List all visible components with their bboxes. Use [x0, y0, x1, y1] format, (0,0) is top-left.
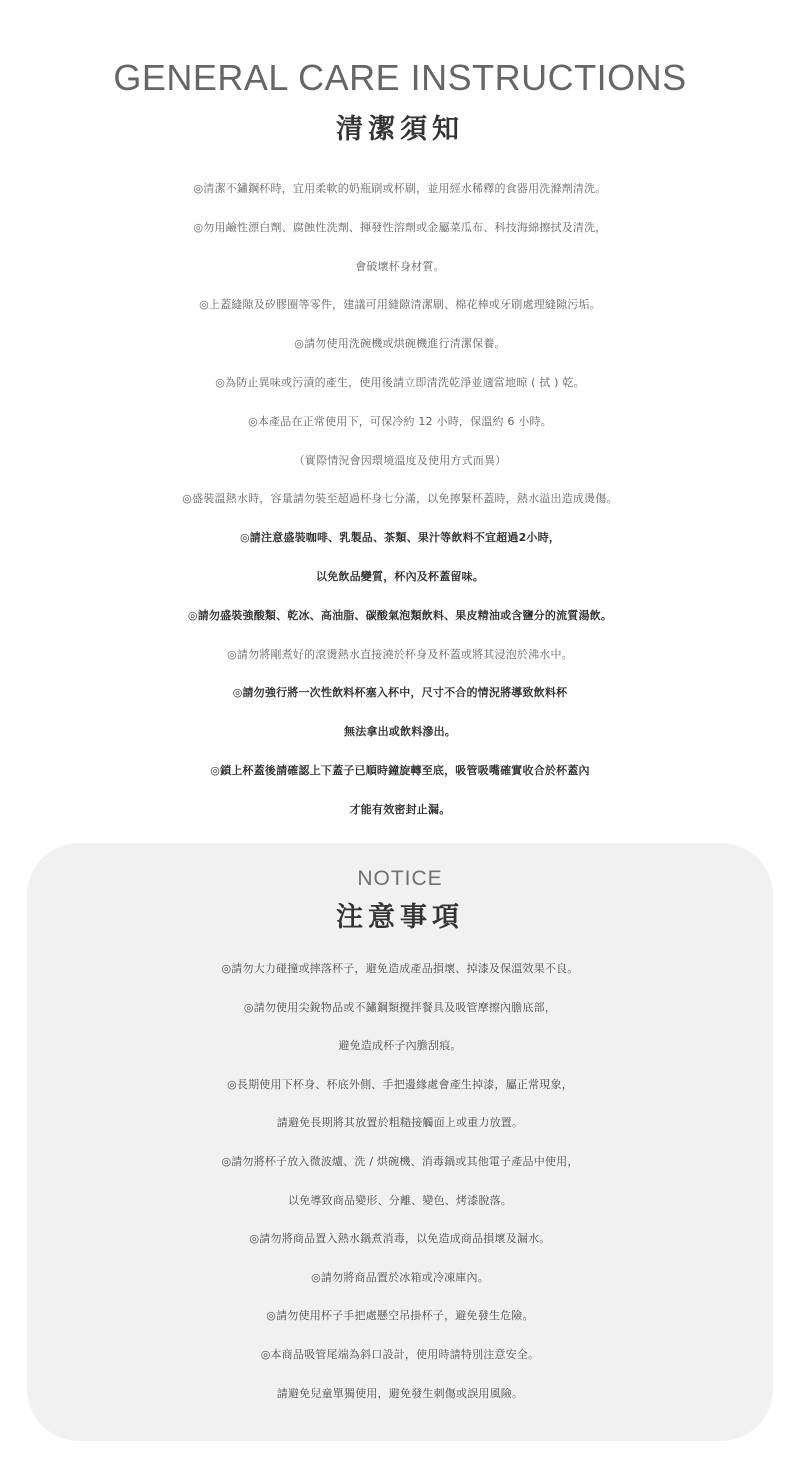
- care-instruction-line: ◎本產品在正常使用下，可保冷約 12 小時，保溫約 6 小時。: [248, 414, 552, 428]
- care-instruction-line: ◎勿用鹼性漂白劑、腐蝕性洗劑、揮發性溶劑或金屬菜瓜布、科技海綿擦拭及清洗，: [193, 220, 607, 234]
- notice-line: ◎請勿將杯子放入微波爐、洗 / 烘碗機、消毒鍋或其他電子產品中使用，: [221, 1154, 579, 1168]
- notice-line: ◎請勿大力碰撞或摔落杯子，避免造成產品損壞、掉漆及保溫效果不良。: [221, 962, 579, 975]
- notice-line: ◎請勿將商品置於冰箱或冷凍庫內。: [311, 1270, 489, 1284]
- care-instruction-list: [0, 170, 800, 830]
- notice-list: [0, 950, 800, 1413]
- care-instruction-line: ◎盛裝溫熱水時，容量請勿裝至超過杯身七分滿，以免擰緊杯蓋時，熱水溢出造成燙傷。: [182, 492, 618, 506]
- notice-line: ◎請勿將商品置入熱水鍋煮消毒，以免造成商品損壞及漏水。: [249, 1232, 551, 1246]
- care-instruction-line: ◎上蓋縫隙及矽膠圈等零件，建議可用縫隙清潔刷、棉花棒或牙刷處理縫隙污垢。: [199, 298, 601, 312]
- care-instruction-line: ◎請勿使用洗碗機或烘碗機進行清潔保養。: [294, 337, 506, 351]
- care-instruction-line: ◎請勿盛裝強酸類、乾冰、高油脂、碳酸氣泡類飲料、果皮精油或含鹽分的流質湯飲。: [187, 608, 613, 622]
- notice-title-en: NOTICE: [357, 867, 443, 890]
- care-title-en: GENERAL CARE INSTRUCTIONS: [113, 57, 687, 98]
- care-instruction-line: ◎請勿強行將一次性飲料杯塞入杯中，尺寸不合的情況將導致飲料杯: [232, 686, 568, 700]
- care-instruction-line: ◎為防止異味或污漬的產生，使用後請立即清洗乾淨並適當地晾 ( 拭 ) 乾。: [215, 375, 585, 389]
- care-instruction-line: （實際情況會因環境溫度及使用方式而異）: [293, 453, 507, 467]
- care-instruction-line: ◎請勿將剛煮好的滾燙熱水直接澆於杯身及杯蓋或將其浸泡於沸水中。: [227, 647, 573, 661]
- care-instruction-line: 無法拿出或飲料滲出。: [344, 725, 456, 739]
- care-instruction-line: ◎請注意盛裝咖啡、乳製品、茶類、果汁等飲料不宜超過2小時，: [239, 531, 561, 545]
- notice-line: 請避免長期將其放置於粗糙接觸面上或重力放置。: [276, 1116, 524, 1130]
- care-instruction-line: 會破壞杯身材質。: [355, 259, 445, 273]
- notice-line: ◎請勿使用尖銳物品或不鏽鋼類攪拌餐具及吸管摩擦內膽底部，: [243, 1000, 557, 1014]
- care-instruction-line: 才能有效密封止漏。: [349, 802, 451, 816]
- notice-title-zh: 注意事項: [336, 902, 464, 933]
- notice-line: ◎本商品吸管尾端為斜口設計，使用時請特別注意安全。: [260, 1347, 540, 1361]
- notice-line: 請避免兒童單獨使用，避免發生刺傷或誤用風險。: [276, 1386, 524, 1400]
- notice-line: ◎長期使用下杯身、杯底外側、手把邊緣處會產生掉漆，屬正常現象，: [227, 1077, 573, 1091]
- notice-line: ◎請勿使用杯子手把處懸空吊掛杯子，避免發生危險。: [266, 1309, 534, 1323]
- care-instruction-line: 以免飲品變質，杯內及杯蓋留味。: [316, 569, 484, 583]
- care-instruction-line: ◎鎖上杯蓋後請確認上下蓋子已順時鐘旋轉至底，吸管吸嘴確實收合於杯蓋內: [210, 763, 590, 777]
- notice-line: 以免導致商品變形、分離、變色、烤漆脫落。: [288, 1193, 512, 1207]
- care-title-zh: 清潔須知: [336, 114, 464, 145]
- notice-line: 避免造成杯子內膽刮痕。: [338, 1039, 462, 1053]
- care-instruction-line: ◎清潔不鏽鋼杯時，宜用柔軟的奶瓶刷或杯刷，並用經水稀釋的食器用洗滌劑清洗。: [193, 182, 607, 195]
